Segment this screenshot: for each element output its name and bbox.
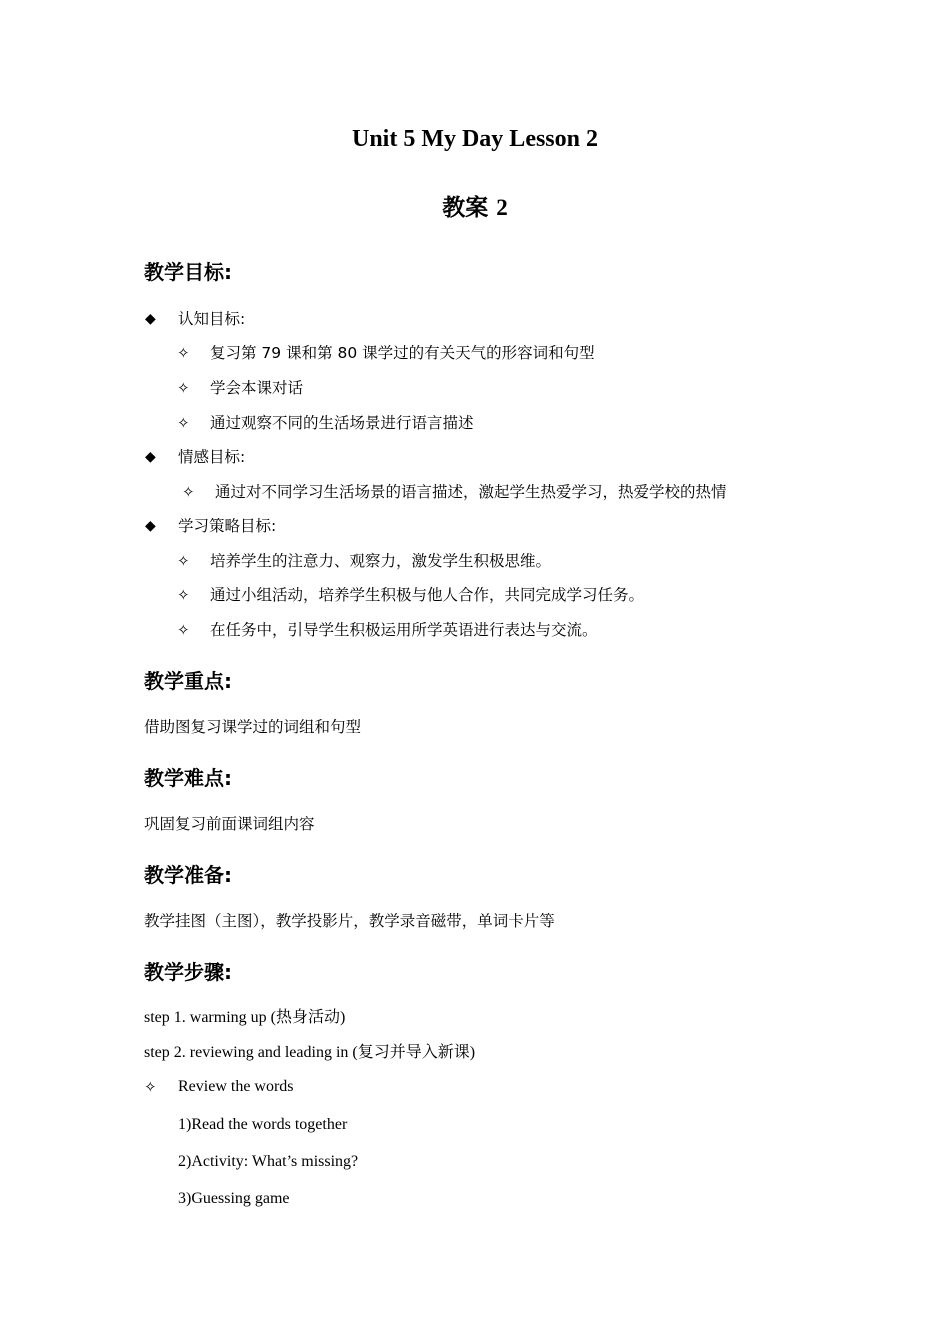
- subtitle-number: 2: [496, 195, 508, 220]
- star-bullet-icon: ✧: [177, 344, 190, 362]
- diamond-bullet-icon: ◆: [145, 518, 156, 534]
- diamond-bullet-icon: ◆: [145, 311, 156, 327]
- strategy-label: 学习策略目标:: [178, 517, 277, 535]
- star-bullet-icon: ✧: [177, 586, 190, 604]
- star-bullet-icon: ✧: [177, 414, 190, 432]
- cognitive-item: 学会本课对话: [210, 379, 304, 397]
- emotional-item: 通过对不同学习生活场景的语言描述，激起学生热爱学习，热爱学校的热情: [215, 483, 727, 501]
- star-bullet-icon: ✧: [177, 379, 190, 397]
- steps-heading: 教学步骤:: [144, 960, 232, 984]
- strategy-item: 在任务中，引导学生积极运用所学英语进行表达与交流。: [210, 621, 598, 639]
- preparation-text: 教学挂图（主图），教学投影片，教学录音磁带，单词卡片等: [144, 912, 555, 930]
- document-title: Unit 5 My Day Lesson 2: [351, 126, 598, 152]
- review-item: 1)Read the words together: [178, 1116, 348, 1133]
- document-subtitle: [0, 189, 950, 222]
- difficulties-text: 巩固复习前面课词组内容: [144, 815, 315, 833]
- star-bullet-icon: ✧: [182, 483, 195, 501]
- star-bullet-icon: ✧: [177, 621, 190, 639]
- preparation-heading: 教学准备:: [144, 863, 232, 887]
- review-item: 2)Activity: What’s missing?: [178, 1153, 359, 1170]
- strategy-item: 培养学生的注意力、观察力，激发学生积极思维。: [210, 552, 552, 570]
- key-points-heading: 教学重点:: [144, 669, 232, 693]
- cognitive-item: 复习第 79 课和第 80 课学过的有关天气的形容词和句型: [210, 344, 595, 362]
- strategy-item: 通过小组活动，培养学生积极与他人合作，共同完成学习任务。: [210, 586, 645, 604]
- star-bullet-icon: ✧: [144, 1078, 157, 1096]
- review-item: 3)Guessing game: [178, 1190, 290, 1207]
- star-bullet-icon: ✧: [177, 552, 190, 570]
- key-points-text: 借助图复习课学过的词组和句型: [144, 718, 362, 736]
- emotional-label: 情感目标:: [178, 448, 246, 466]
- subtitle-text: 教案: [442, 195, 489, 221]
- objectives-heading: 教学目标:: [144, 260, 232, 284]
- step-1: step 1. warming up (热身活动): [144, 1009, 346, 1026]
- review-label: Review the words: [178, 1078, 294, 1095]
- step-2: step 2. reviewing and leading in (复习并导入新课): [144, 1044, 476, 1061]
- diamond-bullet-icon: ◆: [145, 449, 156, 465]
- cognitive-item: 通过观察不同的生活场景进行语言描述: [210, 414, 474, 432]
- cognitive-label: 认知目标:: [178, 310, 246, 328]
- difficulties-heading: 教学难点:: [144, 766, 232, 790]
